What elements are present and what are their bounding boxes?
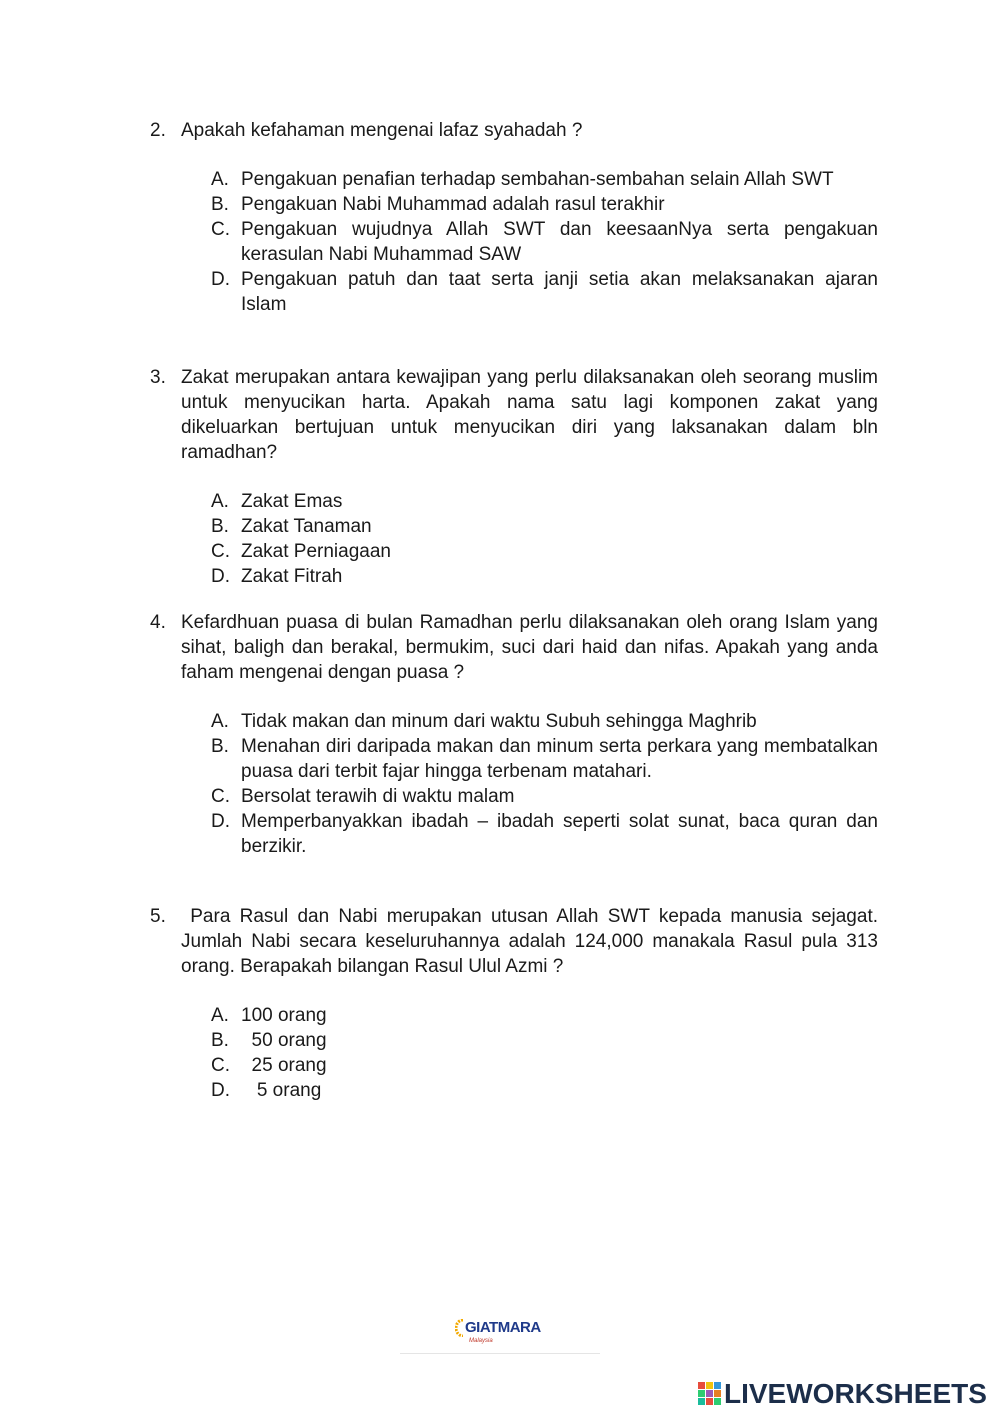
- option-d[interactable]: [211, 564, 878, 589]
- option-text: 50 orang: [241, 1030, 327, 1051]
- option-a[interactable]: [211, 167, 878, 192]
- option-letter: B.: [211, 736, 229, 757]
- question-5: [150, 904, 884, 1103]
- option-letter: C.: [211, 219, 230, 240]
- question-text: Apakah kefahaman mengenai lafaz syahadah ?: [181, 120, 583, 141]
- option-letter: C.: [211, 786, 230, 807]
- option-text: Tidak makan dan minum dari waktu Subuh sehingga Maghrib: [241, 711, 757, 732]
- question-3: [150, 365, 878, 589]
- option-text: 25 orang: [241, 1055, 327, 1076]
- question-number: 4.: [150, 612, 166, 633]
- option-d[interactable]: [211, 267, 878, 317]
- option-b[interactable]: [211, 734, 878, 784]
- option-list: [211, 709, 878, 859]
- option-text: Zakat Fitrah: [241, 566, 343, 587]
- question-number: 5.: [150, 906, 166, 927]
- option-letter: D.: [211, 566, 230, 587]
- option-list: [211, 489, 878, 589]
- question-4: [150, 610, 878, 859]
- question-text: Para Rasul dan Nabi merupakan utusan Allah SWT kepada manusia sejagat. Jumlah Nabi secara keseluruhannya adalah 124,000 manakala Rasul pula 313 orang. Berapakah bilangan Rasul Ulul Azmi ?: [181, 906, 884, 977]
- option-c[interactable]: [211, 784, 878, 809]
- option-b[interactable]: [211, 514, 878, 539]
- watermark-text: LIVEWORKSHEETS: [724, 1378, 987, 1409]
- option-letter: C.: [211, 541, 230, 562]
- option-text: Zakat Perniagaan: [241, 541, 391, 562]
- option-c[interactable]: [211, 539, 878, 564]
- option-letter: A.: [211, 1005, 229, 1026]
- option-text: Pengakuan penafian terhadap sembahan-sembahan selain Allah SWT: [241, 169, 834, 190]
- footer-divider: [400, 1353, 600, 1354]
- option-text: Pengakuan patuh dan taat serta janji setia akan melaksanakan ajaran Islam: [241, 269, 878, 315]
- option-letter: A.: [211, 711, 229, 732]
- option-text: Menahan diri daripada makan dan minum serta perkara yang membatalkan puasa dari terbit fajar hingga terbenam matahari.: [241, 736, 878, 782]
- liveworksheets-logo-icon: [698, 1382, 722, 1406]
- logo-name: GIATMARA: [465, 1319, 541, 1336]
- option-d[interactable]: [211, 1078, 878, 1103]
- option-letter: C.: [211, 1055, 230, 1076]
- question-number: 3.: [150, 367, 166, 388]
- question-2: [150, 118, 878, 317]
- option-b[interactable]: [211, 1028, 878, 1053]
- option-letter: B.: [211, 1030, 229, 1051]
- option-letter: A.: [211, 169, 229, 190]
- option-text: Bersolat terawih di waktu malam: [241, 786, 515, 807]
- question-text: Kefardhuan puasa di bulan Ramadhan perlu dilaksanakan oleh orang Islam yang sihat, baligh dan berakal, bermukim, suci dari haid dan nifas. Apakah yang anda faham mengenai dengan puasa ?: [181, 612, 878, 683]
- option-text: 5 orang: [241, 1080, 322, 1101]
- gear-icon: [455, 1319, 465, 1337]
- option-letter: D.: [211, 269, 230, 290]
- option-a[interactable]: [211, 1003, 878, 1028]
- option-text: Pengakuan wujudnya Allah SWT dan keesaanNya serta pengakuan kerasulan Nabi Muhammad SAW: [241, 219, 878, 265]
- question-text: Zakat merupakan antara kewajipan yang perlu dilaksanakan oleh seorang muslim untuk menyucikan harta. Apakah nama satu lagi komponen zakat yang dikeluarkan bertujuan untuk menyucikan diri yang laksanakan dalam bln ramadhan?: [181, 367, 878, 463]
- option-text: Memperbanyakkan ibadah – ibadah seperti solat sunat, baca quran dan berzikir.: [241, 811, 878, 857]
- option-text: 100 orang: [241, 1005, 327, 1026]
- option-a[interactable]: [211, 489, 878, 514]
- option-text: Pengakuan Nabi Muhammad adalah rasul terakhir: [241, 194, 665, 215]
- option-list: [211, 1003, 878, 1103]
- option-c[interactable]: [211, 1053, 878, 1078]
- logo-subtitle: Malaysia: [469, 1338, 493, 1344]
- option-letter: D.: [211, 811, 230, 832]
- option-c[interactable]: [211, 217, 878, 267]
- option-letter: B.: [211, 194, 229, 215]
- option-text: Zakat Tanaman: [241, 516, 372, 537]
- option-a[interactable]: [211, 709, 878, 734]
- option-letter: A.: [211, 491, 229, 512]
- option-letter: D.: [211, 1080, 230, 1101]
- question-number: 2.: [150, 120, 166, 141]
- option-text: Zakat Emas: [241, 491, 343, 512]
- option-d[interactable]: [211, 809, 878, 859]
- option-letter: B.: [211, 516, 229, 537]
- giatmara-logo: [455, 1317, 545, 1351]
- option-list: [211, 167, 878, 317]
- option-b[interactable]: [211, 192, 878, 217]
